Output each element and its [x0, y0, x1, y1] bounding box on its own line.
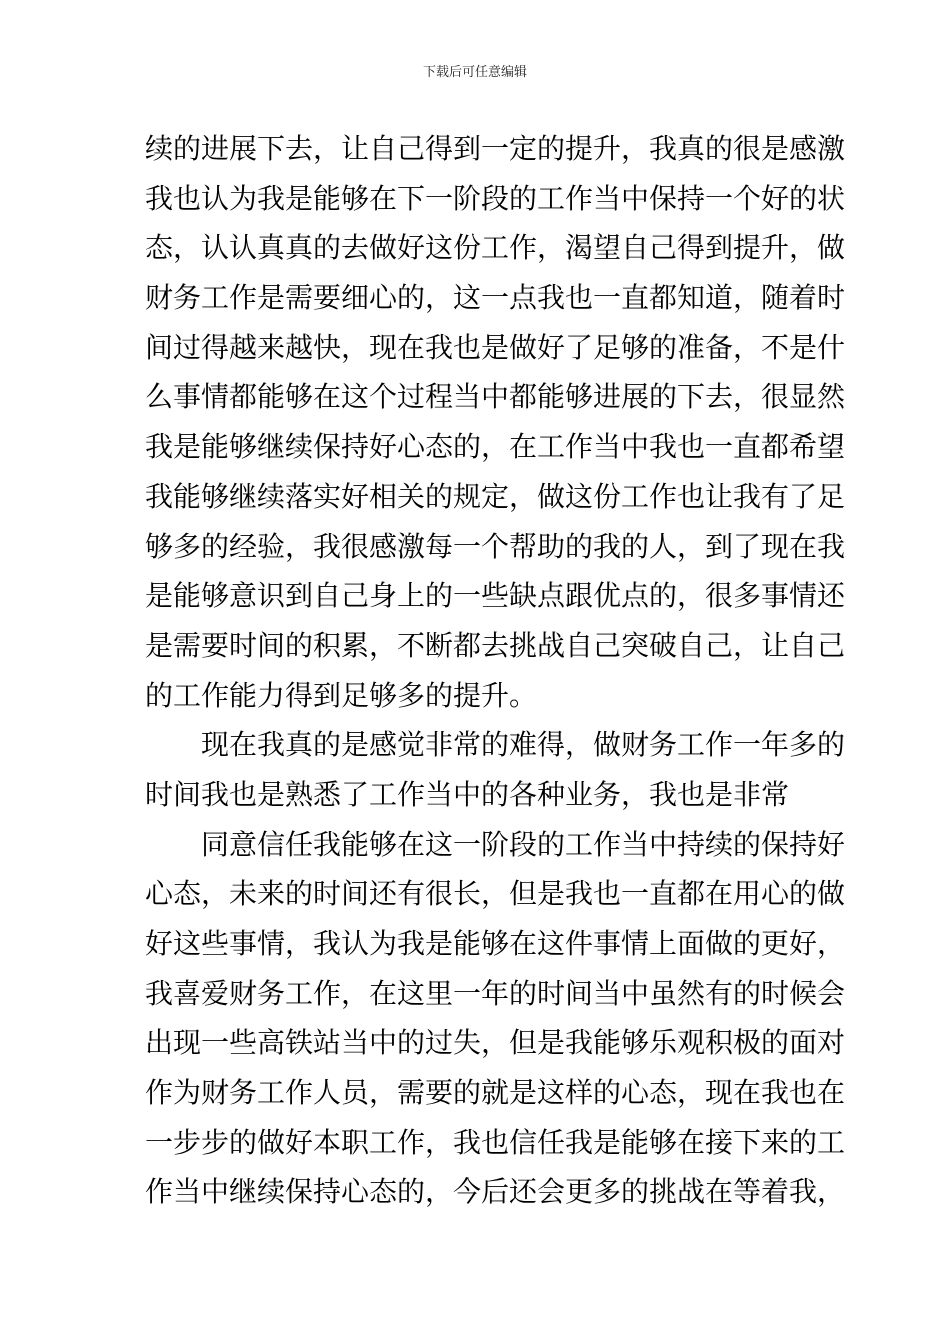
text-line: 作为财务工作人员，需要的就是这样的心态，现在我也在	[145, 1076, 846, 1110]
text-line: 一步步的做好本职工作，我也信任我是能够在接下来的工	[145, 1125, 846, 1159]
text-line: 出现一些高铁站当中的过失，但是我能够乐观积极的面对	[145, 1026, 846, 1060]
text-line: 的工作能力得到足够多的提升。	[145, 678, 538, 712]
text-line: 同意信任我能够在这一阶段的工作当中持续的保持好	[201, 827, 846, 861]
text-line: 续的进展下去，让自己得到一定的提升，我真的很是感激	[145, 132, 846, 165]
page-header: 下载后可任意编辑	[422, 65, 527, 80]
text-line: 态，认认真真的去做好这份工作，渴望自己得到提升，做	[145, 231, 846, 265]
text-line: 好这些事情，我认为我是能够在这件事情上面做的更好，	[145, 927, 846, 960]
text-line: 是需要时间的积累，不断都去挑战自己突破自己，让自己	[145, 628, 846, 662]
text-line: 我也认为我是能够在下一阶段的工作当中保持一个好的状	[145, 181, 846, 215]
text-line: 是能够意识到自己身上的一些缺点跟优点的，很多事情还	[145, 579, 846, 613]
text-line: 我是能够继续保持好心态的，在工作当中我也一直都希望	[145, 430, 846, 464]
text-line: 间过得越来越快，现在我也是做好了足够的准备，不是什	[145, 330, 846, 364]
text-line: 现在我真的是感觉非常的难得，做财务工作一年多的	[201, 728, 846, 762]
text-line: 我能够继续落实好相关的规定，做这份工作也让我有了足	[145, 479, 846, 513]
text-line: 作当中继续保持心态的，今后还会更多的挑战在等着我，	[145, 1175, 846, 1209]
text-line: 够多的经验，我很感激每一个帮助的我的人，到了现在我	[145, 529, 846, 563]
text-line: 我喜爱财务工作，在这里一年的时间当中虽然有的时候会	[145, 976, 846, 1010]
text-line: 财务工作是需要细心的，这一点我也一直都知道，随着时	[145, 281, 846, 315]
text-line: 心态，未来的时间还有很长，但是我也一直都在用心的做	[145, 877, 846, 911]
text-line: 时间我也是熟悉了工作当中的各种业务，我也是非常	[145, 777, 790, 811]
document-body	[145, 124, 846, 1217]
text-line: 么事情都能够在这个过程当中都能够进展的下去，很显然	[145, 380, 846, 414]
